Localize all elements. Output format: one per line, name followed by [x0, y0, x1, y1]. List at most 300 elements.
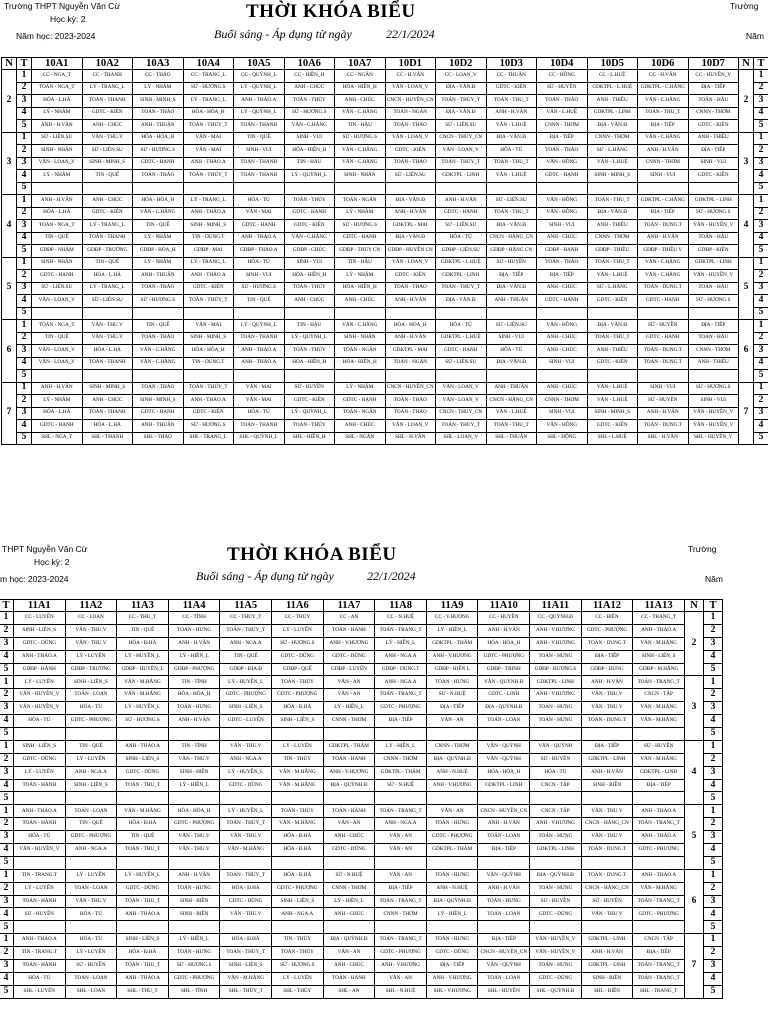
timetable-row [0, 908, 723, 921]
period-cell: 1 [704, 740, 723, 753]
lesson-cell [323, 856, 375, 869]
lesson-cell: SINH - BIỀN [581, 779, 633, 792]
lesson-cell: CC - V.HƯƠNG [426, 612, 478, 625]
lesson-cell: ANH - H.VÂN [581, 676, 633, 689]
lesson-cell [486, 182, 537, 195]
lesson-cell: VĂN - HUYỀN_V [688, 407, 739, 420]
lesson-cell: TOÁN - THỦY_T [436, 157, 487, 170]
lesson-cell: HÓA - HIỀN_H [284, 145, 335, 158]
period-cell: 4 [754, 295, 768, 308]
lesson-cell: TOÁN - LOAN [478, 831, 530, 844]
timetable-row [2, 182, 768, 195]
lesson-cell: VĂN - M.HẰNG [220, 844, 272, 857]
lesson-cell: TOÁN - THẢO [385, 120, 436, 133]
lesson-cell: SINH - MINH_S [183, 332, 234, 345]
lesson-cell: GDKTPL - THÂM [426, 844, 478, 857]
timetable-row [2, 432, 768, 445]
lesson-cell: ANH - THUẬN [486, 295, 537, 308]
lesson-cell [234, 370, 285, 383]
period-cell: 1 [0, 805, 14, 818]
lesson-cell: VĂN - QUỲNH [530, 740, 582, 753]
lesson-cell: SINH - BIỀN [168, 895, 220, 908]
lesson-cell: TOÁN - LOAN [65, 972, 117, 985]
lesson-cell: TOÁN - THỦY_T [183, 170, 234, 183]
timetable-row [0, 972, 723, 985]
timetable-row [2, 307, 768, 320]
period-cell: 4 [754, 232, 768, 245]
class-header: 11A11 [530, 600, 582, 612]
lesson-cell: TOÁN - THU_T [587, 195, 638, 208]
lesson-cell: HÓA - TÚ [65, 934, 117, 947]
lesson-cell: SHL - AN [323, 985, 375, 998]
lesson-cell [426, 792, 478, 805]
lesson-cell: VĂN - C.HẰNG [335, 157, 386, 170]
period-cell: 3 [0, 831, 14, 844]
lesson-cell: VĂN - AN [323, 689, 375, 702]
school-year-label: m học: 2023-2024 [0, 574, 69, 584]
lesson-cell: ANH - THẢO.A [633, 831, 685, 844]
period-cell: 3 [17, 345, 32, 358]
lesson-cell: TOÁN - THẢO [133, 382, 184, 395]
lesson-cell: GDTC - DŨNG [14, 753, 66, 766]
timetable-row [2, 170, 768, 183]
lesson-cell: TOÁN - HƯNG [530, 831, 582, 844]
lesson-cell: HÓA - Đ.HÀ [117, 818, 169, 831]
lesson-cell: LÝ - TRANG_L [82, 220, 133, 233]
lesson-cell: GDTC - KIÊN [284, 395, 335, 408]
lesson-cell [323, 921, 375, 934]
lesson-cell: SHL - THẢO [133, 432, 184, 445]
period-cell: 5 [704, 663, 723, 676]
lesson-cell: GDTC - HẠNH [284, 207, 335, 220]
lesson-cell: ANH - THIỀU [688, 132, 739, 145]
day-cell: 7 [739, 382, 754, 445]
lesson-cell: SHL - HỒNG [537, 432, 588, 445]
lesson-cell: ĐỊA - VĂN.Đ [385, 195, 436, 208]
lesson-cell: VĂN - HUYỀN_V [14, 689, 66, 702]
day-cell: 6 [739, 320, 754, 383]
lesson-cell: TOÁN - HÀNH [323, 805, 375, 818]
lesson-cell: TOÁN - HÀNH [323, 972, 375, 985]
lesson-cell: TIN - QUẾ [234, 295, 285, 308]
lesson-cell: VĂN - QUỲNH [478, 869, 530, 882]
lesson-cell: CNCN - THỦY_CN [436, 407, 487, 420]
lesson-cell [436, 182, 487, 195]
timetable-row [2, 157, 768, 170]
lesson-cell: SHL - LOAN [65, 985, 117, 998]
lesson-cell: TOÁN - THANH [82, 357, 133, 370]
lesson-cell: GDKTPL - MAI [385, 345, 436, 358]
lesson-cell: SINH - LIÊN_S [14, 624, 66, 637]
period-cell: 2 [17, 145, 32, 158]
period-cell: 1 [0, 676, 14, 689]
lesson-cell [133, 182, 184, 195]
period-cell: 4 [754, 357, 768, 370]
lesson-cell: TOÁN - THU_T [587, 332, 638, 345]
lesson-cell: SỬ - HƯƠNG.S [272, 960, 324, 973]
lesson-cell [385, 307, 436, 320]
lesson-cell: VĂN - THU.V [581, 831, 633, 844]
lesson-cell: GDTC - PHƯỢNG [168, 818, 220, 831]
lesson-cell: ANH - H.VÂN [32, 382, 83, 395]
lesson-cell: ANH - H.VÂN [486, 107, 537, 120]
lesson-cell: CC - HỒNG [537, 70, 588, 83]
lesson-cell: GDĐP - THỦY CN [335, 245, 386, 258]
period-cell: 2 [704, 624, 723, 637]
lesson-cell [633, 792, 685, 805]
lesson-cell: SHL - H.VÂN [385, 432, 436, 445]
lesson-cell: SHL - HIỀN_H [284, 432, 335, 445]
lesson-cell: SỬ - HUYỀN [638, 320, 689, 333]
lesson-cell: VĂN - MAI [183, 132, 234, 145]
lesson-cell: SỬ - HƯƠNG.S [133, 145, 184, 158]
lesson-cell: GDĐP - HẰNG CN [486, 245, 537, 258]
lesson-cell [117, 728, 169, 741]
lesson-cell: VĂN - AN [323, 818, 375, 831]
lesson-cell: HÓA - HÒA_H [478, 637, 530, 650]
timetable-row [2, 407, 768, 420]
lesson-cell: SHL - LOAN_V [436, 432, 487, 445]
timetable-row [0, 663, 723, 676]
period-cell: 1 [754, 320, 768, 333]
lesson-cell: GDTC - KIÊN [82, 107, 133, 120]
timetable-row [0, 844, 723, 857]
lesson-cell: ANH - V.HƯƠNG [530, 689, 582, 702]
lesson-cell: SỬ - HUYỀN [486, 257, 537, 270]
timetable-row [2, 420, 768, 433]
lesson-cell: SINH - BIỀN [168, 908, 220, 921]
lesson-cell: SỬ - HƯƠNG.S [272, 637, 324, 650]
lesson-cell: ANH - H.VÂN [168, 715, 220, 728]
class-header-row [2, 58, 768, 70]
day-cell: 2 [739, 70, 754, 133]
lesson-cell: ANH - H.VÂN [478, 818, 530, 831]
period-cell: 5 [754, 120, 768, 133]
lesson-cell [284, 307, 335, 320]
session-label: Buổi sáng - Áp dụng từ ngày [214, 27, 352, 41]
period-cell: 1 [0, 869, 14, 882]
lesson-cell [537, 370, 588, 383]
lesson-cell: HÓA - TÚ [14, 831, 66, 844]
lesson-cell: SỬ - HƯƠNG.S [234, 282, 285, 295]
lesson-cell: TIN - HẬU [335, 120, 386, 133]
lesson-cell: GDKTPL - THÂM [323, 740, 375, 753]
lesson-cell: GDTC - KIÊN [587, 420, 638, 433]
lesson-cell: TIN - QUẾ [82, 257, 133, 270]
lesson-cell: SINH - LIÊN_S [14, 740, 66, 753]
lesson-cell [14, 856, 66, 869]
lesson-cell: TOÁN - THỦY_T [220, 818, 272, 831]
lesson-cell: TOÁN - THU_T [117, 895, 169, 908]
lesson-cell: SHL - THỦY_T [220, 985, 272, 998]
period-cell: 1 [704, 612, 723, 625]
lesson-cell: LÝ - HUYỀN_L [220, 676, 272, 689]
lesson-cell: ANH - V.HƯƠNG [323, 766, 375, 779]
period-cell: 1 [17, 320, 32, 333]
period-cell: 5 [17, 432, 32, 445]
lesson-cell [581, 921, 633, 934]
lesson-cell: SINH - VUI [688, 395, 739, 408]
lesson-cell: ANH - THẢO.A [183, 395, 234, 408]
period-cell: 5 [17, 245, 32, 258]
lesson-cell: VĂN - AN [375, 972, 427, 985]
lesson-cell: GDTC - PHƯỢNG [168, 972, 220, 985]
lesson-cell [638, 370, 689, 383]
lesson-cell: ĐỊA - QUỲNH.Đ [426, 753, 478, 766]
lesson-cell [587, 370, 638, 383]
lesson-cell: TOÁN - LOAN [478, 908, 530, 921]
lesson-cell: SINH - MINH_S [587, 407, 638, 420]
lesson-cell: VĂN - LOAN_V [385, 132, 436, 145]
class-header: 11A13 [633, 600, 685, 612]
lesson-cell: TOÁN - DUNG.T [638, 220, 689, 233]
lesson-cell: SINH - LIÊN_S [220, 702, 272, 715]
lesson-cell [581, 728, 633, 741]
period-cell: 3 [704, 637, 723, 650]
lesson-cell: VĂN - AN [426, 805, 478, 818]
right-header-school: Trường [730, 1, 759, 11]
lesson-cell: VĂN - AN [323, 947, 375, 960]
class-header: 10D7 [688, 58, 739, 70]
lesson-cell: SHL - NGÂN [335, 432, 386, 445]
lesson-cell: LÝ - QUỲNH_L [284, 332, 335, 345]
lesson-cell: LÝ - LUYẾN [14, 882, 66, 895]
lesson-cell: GDTC - LINH [478, 689, 530, 702]
lesson-cell: SINH - LIÊN_S [272, 895, 324, 908]
lesson-cell: TOÁN - THỦY_T [436, 95, 487, 108]
lesson-cell [633, 921, 685, 934]
lesson-cell: CNCN - HẰNG_CN [486, 232, 537, 245]
period-cell: 4 [17, 107, 32, 120]
timetable-grid [0, 599, 723, 999]
lesson-cell: SINH - VUI [537, 357, 588, 370]
lesson-cell [385, 182, 436, 195]
lesson-cell: ĐỊA - QUỲNH.Đ [530, 869, 582, 882]
lesson-cell: TOÁN - TRANG_T [633, 960, 685, 973]
lesson-cell: GDTC - HẠNH [133, 157, 184, 170]
lesson-cell: VĂN - M.HẰNG [633, 715, 685, 728]
lesson-cell: TOÁN - HẬU [688, 332, 739, 345]
lesson-cell: ANH - THUẬN [486, 382, 537, 395]
lesson-cell: VĂN - HUYỀN_V [14, 702, 66, 715]
period-cell: 1 [754, 257, 768, 270]
lesson-cell: VĂN - C.HẰNG [284, 232, 335, 245]
lesson-cell: GDTC - KIÊN [183, 282, 234, 295]
lesson-cell: TIN - QUẾ [220, 650, 272, 663]
period-cell: 5 [754, 370, 768, 383]
period-cell: 2 [704, 818, 723, 831]
lesson-cell [284, 182, 335, 195]
lesson-cell: VĂN - L.HUỆ [587, 157, 638, 170]
lesson-cell: TOÁN - THU_T [117, 960, 169, 973]
lesson-cell: ANH - THUẬN [133, 270, 184, 283]
lesson-cell: ĐỊA - VĂN.Đ [436, 295, 487, 308]
lesson-cell: GDTC - PHƯỢNG [633, 844, 685, 857]
period-cell: 1 [0, 612, 14, 625]
lesson-cell: TIN - QUẾ [65, 818, 117, 831]
period-cell: 4 [704, 779, 723, 792]
period-cell: 2 [704, 947, 723, 960]
timetable-sheet-grade-11 [0, 534, 768, 1024]
lesson-cell: ANH - CHÚC [537, 345, 588, 358]
lesson-cell: SỬ - HƯƠNG.S [335, 220, 386, 233]
period-cell: 2 [754, 395, 768, 408]
lesson-cell: TIN - TRANG.T [14, 869, 66, 882]
lesson-cell: SHL - NGA_T [32, 432, 83, 445]
period-cell: 4 [704, 908, 723, 921]
lesson-cell: ANH - N.HUỆ [426, 766, 478, 779]
lesson-cell: TOÁN - HƯNG [478, 895, 530, 908]
lesson-cell: TOÁN - THỦY [284, 282, 335, 295]
lesson-cell: TOÁN - HẬU [688, 232, 739, 245]
class-header: 11A1 [14, 600, 66, 612]
lesson-cell: SỬ - N.HUỆ [375, 779, 427, 792]
lesson-cell: CNNN - THƠM [638, 157, 689, 170]
lesson-cell: ANH - H.VÂN [385, 295, 436, 308]
lesson-cell: ANH - THẢO.A [117, 740, 169, 753]
lesson-cell: TOÁN - THẢO [537, 145, 588, 158]
period-cell: 2 [754, 145, 768, 158]
lesson-cell: TOÁN - TRANG_T [375, 934, 427, 947]
timetable-row [0, 947, 723, 960]
lesson-cell: GDKTPL - LINH [530, 676, 582, 689]
lesson-cell: VĂN - LOAN_V [32, 157, 83, 170]
lesson-cell: SHL - HUYỀN [478, 985, 530, 998]
class-header-row [0, 600, 723, 612]
period-cell: 5 [704, 856, 723, 869]
lesson-cell: TOÁN - THỦY_T [183, 120, 234, 133]
lesson-cell: SINH - VUI [638, 382, 689, 395]
lesson-cell: SINH - VUI [284, 257, 335, 270]
lesson-cell: SHL - THANH [82, 432, 133, 445]
lesson-cell: SINH - VUI [486, 332, 537, 345]
lesson-cell: SỬ - HUYỀN [638, 395, 689, 408]
day-cell: 6 [2, 320, 17, 383]
period-cell: 5 [17, 120, 32, 133]
lesson-cell [117, 792, 169, 805]
period-cell: 3 [17, 282, 32, 295]
lesson-cell: HÓA - TÚ [486, 145, 537, 158]
lesson-cell: CC - HUYỀN_V [688, 70, 739, 83]
lesson-cell: GDTC - PHƯỢNG [426, 831, 478, 844]
lesson-cell: VĂN - THU.V [65, 895, 117, 908]
day-cell: 3 [685, 676, 704, 740]
timetable-row [0, 612, 723, 625]
lesson-cell [385, 370, 436, 383]
lesson-cell: TOÁN - HƯNG [530, 650, 582, 663]
lesson-cell: HÓA - HÒA_H [168, 689, 220, 702]
lesson-cell: LÝ - HIỀN_L [323, 895, 375, 908]
lesson-cell: VĂN - HỒNG [537, 157, 588, 170]
lesson-cell: GDĐP - TRƯỜNG [65, 663, 117, 676]
lesson-cell: VĂN - QUỲNH [478, 960, 530, 973]
lesson-cell: HÓA - HÒA_H [183, 345, 234, 358]
timetable-row [2, 195, 768, 208]
lesson-cell: SHL - HUYỀN_V [688, 432, 739, 445]
lesson-cell: TOÁN - THẢO [133, 170, 184, 183]
lesson-cell: SINH - HIỀN [168, 766, 220, 779]
lesson-cell: GDĐP - MAI [183, 245, 234, 258]
lesson-cell [272, 921, 324, 934]
timetable-row [0, 728, 723, 741]
lesson-cell [335, 370, 386, 383]
lesson-cell: TOÁN - HƯNG [168, 702, 220, 715]
period-cell: 1 [0, 934, 14, 947]
lesson-cell [426, 728, 478, 741]
lesson-cell: TOÁN - THỦY [284, 95, 335, 108]
lesson-cell: ANH - CHÚC [537, 332, 588, 345]
lesson-cell: SINH - MINH_S [82, 157, 133, 170]
lesson-cell: ANH - H.VÂN [478, 882, 530, 895]
lesson-cell: SỬ - HUYỀN [65, 960, 117, 973]
lesson-cell: CC - QUỲNH.Đ [530, 612, 582, 625]
lesson-cell: LÝ - LUYẾN [65, 869, 117, 882]
lesson-cell: TOÁN - LOAN [65, 689, 117, 702]
lesson-cell: TOÁN - THẢO [385, 157, 436, 170]
day-column-header: N [685, 600, 704, 612]
lesson-cell: LÝ - HUYỀN_L [220, 766, 272, 779]
lesson-cell: CC - TRANG_L [183, 70, 234, 83]
lesson-cell: SINH - NHÂN [335, 332, 386, 345]
lesson-cell: SINH - VUI [234, 145, 285, 158]
lesson-cell: ANH - THẢO.A [14, 650, 66, 663]
lesson-cell: GDTC - DŨNG [14, 637, 66, 650]
lesson-cell: ĐỊA - TIẾP [426, 702, 478, 715]
lesson-cell: SỬ - HUYỀN [14, 908, 66, 921]
lesson-cell: SINH - VUI [537, 407, 588, 420]
period-cell: 3 [754, 282, 768, 295]
timetable-row [2, 282, 768, 295]
lesson-cell: VĂN - THU.V [82, 332, 133, 345]
lesson-cell: HÓA - TÚ [530, 766, 582, 779]
lesson-cell: GDĐP - HÀNH [14, 663, 66, 676]
lesson-cell: SHL - BIỀN [581, 985, 633, 998]
lesson-cell: VĂN - THU.V [82, 320, 133, 333]
semester-label: Học kỳ: 2 [34, 557, 70, 567]
lesson-cell: CNNN - THƠM [688, 345, 739, 358]
lesson-cell: TOÁN - HƯNG [530, 702, 582, 715]
lesson-cell [117, 856, 169, 869]
lesson-cell: SỬ - HƯƠNG.S [117, 715, 169, 728]
day-cell: 5 [685, 805, 704, 869]
lesson-cell: CC - H.VÂN [385, 70, 436, 83]
period-cell: 5 [704, 921, 723, 934]
lesson-cell: VĂN - QUỲNH.Đ [478, 676, 530, 689]
lesson-cell: CC - AN [323, 612, 375, 625]
lesson-cell: CC - N.HUỆ [375, 612, 427, 625]
lesson-cell: CNNN - THƠM [323, 715, 375, 728]
lesson-cell: GDĐP - HƯƠNG.S [530, 663, 582, 676]
lesson-cell: TOÁN - TRANG_T [375, 895, 427, 908]
lesson-cell [478, 728, 530, 741]
lesson-cell: TOÁN - THANH [82, 407, 133, 420]
period-cell: 2 [0, 947, 14, 960]
lesson-cell: LÝ - LUYẾN [272, 972, 324, 985]
lesson-cell: TOÁN - DUNG.T [581, 869, 633, 882]
lesson-cell: SINH - LIÊN_S [272, 715, 324, 728]
period-cell: 3 [17, 95, 32, 108]
lesson-cell: SHL - THU_T [117, 985, 169, 998]
lesson-cell [183, 307, 234, 320]
lesson-cell: ĐỊA - TIẾP [478, 844, 530, 857]
timetable-row [0, 740, 723, 753]
class-header: 11A12 [581, 600, 633, 612]
lesson-cell: SHL - QUỲNH_L [234, 432, 285, 445]
day-cell: 3 [2, 132, 17, 195]
session-label: Buổi sáng - Áp dụng từ ngày [196, 569, 334, 583]
lesson-cell: HÓA - Đ.HÀ [117, 947, 169, 960]
lesson-cell: TIN - THỦY [272, 753, 324, 766]
